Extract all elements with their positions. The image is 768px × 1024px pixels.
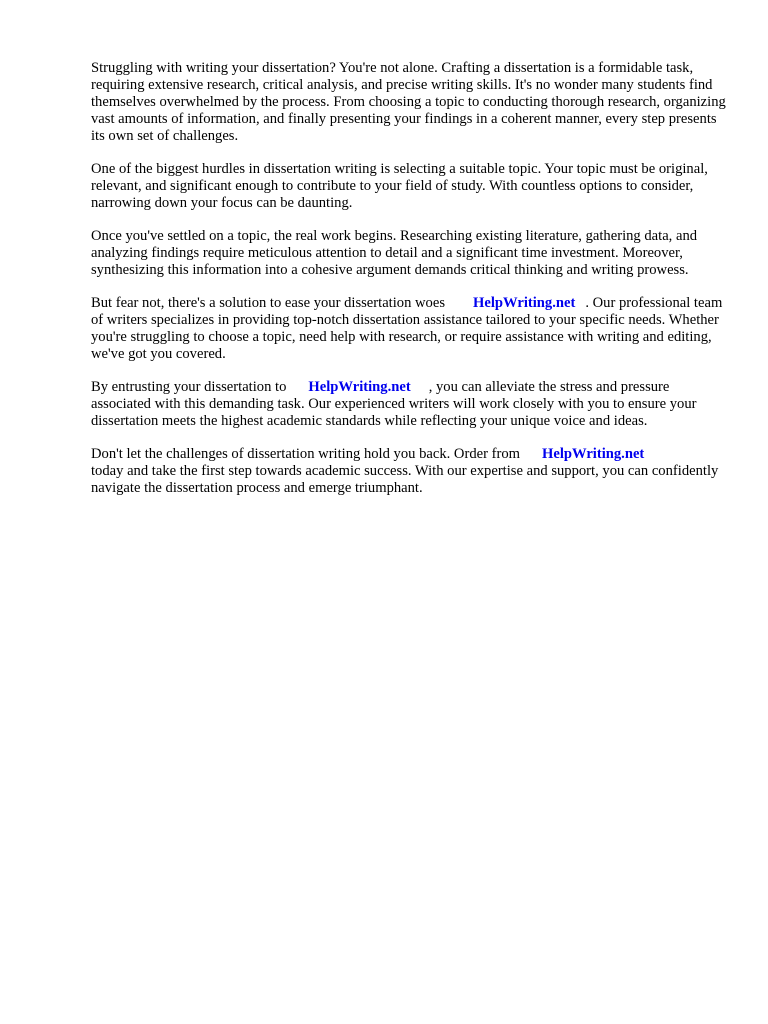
helpwriting-link-1[interactable]: HelpWriting.net [473,295,576,311]
paragraph-solution [91,295,731,363]
paragraph-solution-lead: But fear not, there's a solution to ease your dissertation woes [91,295,446,311]
paragraph-order-lead: Don't let the challenges of dissertation writing hold you back. Order from [91,446,520,462]
paragraph-topic: One of the biggest hurdles in dissertation writing is selecting a suitable topic. Your topic must be original, relevant, and significant enough to contribute to your field of study. With countless options to consider, narrowing down your focus can be daunting. [91,161,708,211]
paragraph-entrust [91,379,731,430]
paragraph-solution-rest: . Our professional team of writers specializes in providing top-notch dissertation assistance tailored to your specific needs. Whether you're struggling to choose a topic, need help with research, or require assistance with writing and editing, we've got you covered. [91,295,723,362]
paragraph-entrust-rest: , you can alleviate the stress and pressure associated with this demanding task. Our experienced writers will work closely with you to ensure your dissertation meets the highest academic standards while reflecting your unique voice and ideas. [91,379,697,429]
paragraph-order-rest: today and take the first step towards academic success. With our expertise and support, you can confidently navigate the dissertation process and emerge triumphant. [91,463,719,496]
paragraph-intro: Struggling with writing your dissertation? You're not alone. Crafting a dissertation is a formidable task, requiring extensive research, critical analysis, and precise writing skills. It's no wonder many students find themselves overwhelmed by the process. From choosing a topic to conducting thorough research, organizing vast amounts of information, and finally presenting your findings in a coherent manner, every step presents its own set of challenges. [91,60,726,144]
paragraph-order [91,446,731,497]
document-body [91,60,731,513]
paragraph-research: Once you've settled on a topic, the real work begins. Researching existing literature, gathering data, and analyzing findings require meticulous attention to detail and a significant time investment. Moreover, synthesizing this information into a cohesive argument demands critical thinking and writing prowess. [91,228,698,278]
paragraph-entrust-lead: By entrusting your dissertation to [91,379,287,395]
helpwriting-link-3[interactable]: HelpWriting.net [541,446,645,462]
helpwriting-link-2[interactable]: HelpWriting.net [308,379,411,395]
